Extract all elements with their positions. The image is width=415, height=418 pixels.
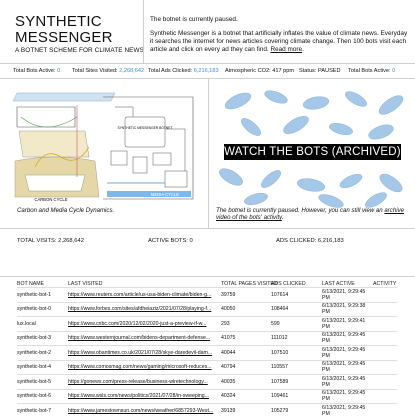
server-icon-2: [133, 157, 147, 173]
activity-cell: [373, 346, 397, 361]
brand-title-line2: MESSENGER: [15, 30, 144, 46]
bot-name-cell: synthetic-bot-4: [17, 360, 68, 375]
table-row: [17, 302, 397, 317]
botnet-box: [125, 117, 165, 147]
totals-row: [0, 229, 415, 277]
bots-caption: [216, 207, 411, 221]
server-icon-3: [153, 153, 171, 165]
last-visited-link[interactable]: https://www.westernjournal.com/bidens-department-defense...: [68, 331, 221, 346]
last-active-cell: 6/13/2021, 9:29:45 PM: [322, 331, 373, 346]
ads-clicked-cell: 105279: [271, 404, 322, 418]
ticker-value: PAUSED: [318, 68, 341, 74]
bot-name-cell: synthetic-bot-5: [17, 375, 68, 390]
total-pages-cell: 40035: [221, 375, 271, 390]
table-row: [17, 288, 397, 303]
bots-caption-text: The botnet is currently paused. However, you can still view an: [216, 207, 383, 214]
total-visits: TOTAL VISITS: 2,268,642: [17, 238, 84, 244]
diagram-caption: Carbon and Media Cycle Dynamics.: [17, 207, 114, 214]
ticker-value: 417 ppm: [272, 68, 294, 74]
status-box: [143, 0, 415, 64]
brand-title-line1: SYNTHETIC: [15, 14, 144, 30]
brand-subtitle: A BOTNET SCHEME FOR CLIMATE NEWS: [15, 47, 144, 55]
last-active-cell: 6/13/2021, 9:29:41 PM: [322, 317, 373, 332]
total-pages-cell: 40050: [221, 302, 271, 317]
server-icon-1: [111, 151, 127, 165]
total-pages-cell: 40794: [221, 360, 271, 375]
last-active-cell: 6/13/2021, 9:29:45 PM: [322, 404, 373, 418]
header: [0, 0, 415, 64]
ticker-item-ads: [148, 64, 219, 79]
ads-clicked-cell: 107614: [271, 288, 322, 303]
last-visited-link[interactable]: https://gonews.com/press-release/business-wiretechnology...: [68, 375, 221, 390]
activity-cell: [373, 331, 397, 346]
media-cycle-label: MEDIA CYCLE: [151, 192, 179, 197]
last-visited-link[interactable]: https://www.reuters.com/article/us-usa-biden-climate/biden-g...: [68, 288, 221, 303]
description-period: .: [302, 46, 304, 53]
project-description: [150, 30, 409, 54]
ticker-label: Total Bots Active:: [348, 68, 391, 74]
last-visited-link[interactable]: https://www.forbes.com/sites/afdheiaziz/2021/07/28/playing-f...: [68, 302, 221, 317]
activity-cell: [373, 302, 397, 317]
table-row: [17, 346, 397, 361]
total-pages-cell: 40044: [221, 346, 271, 361]
ticker-label: Total Ads Clicked:: [148, 68, 192, 74]
read-more-link[interactable]: Read more: [270, 46, 302, 53]
bot-name-cell: lux.local: [17, 317, 68, 332]
total-pages-cell: 41075: [221, 331, 271, 346]
last-active-cell: 6/13/2021, 9:29:45 PM: [322, 375, 373, 390]
column-header-last-active: LAST ACTIVE: [322, 277, 373, 288]
server-icon-4: [165, 171, 187, 187]
ticker-item-co2: [225, 64, 294, 79]
column-header-last-visited: LAST VISITED: [68, 277, 221, 288]
ticker-label: Total Sites Visited:: [72, 68, 118, 74]
last-active-cell: 6/13/2021, 9:29:45 PM: [322, 360, 373, 375]
last-active-cell: 6/13/2021, 9:29:45 PM: [322, 346, 373, 361]
column-header-ads-clicked: ADS CLICKED: [271, 277, 322, 288]
last-visited-link[interactable]: https://www.jamestownsun.com/news/weather/6857293-West...: [68, 404, 221, 418]
ticker-item-bots: [13, 64, 60, 79]
land-block: [19, 131, 89, 157]
total-pages-cell: 39759: [221, 288, 271, 303]
bot-name-cell: synthetic-bot-2: [17, 346, 68, 361]
diagram-center-label: SYNTHETIC MESSENGER BOTNET: [118, 126, 173, 130]
feature-panels: [0, 79, 415, 229]
stats-ticker: [0, 64, 415, 79]
bots-video-panel: [208, 79, 415, 229]
ticker-value: 6,216,183: [194, 68, 219, 74]
activity-cell: [373, 389, 397, 404]
ticker-value: 2,268,642: [119, 68, 144, 74]
total-pages-cell: 39139: [221, 404, 271, 418]
table-row: [17, 404, 397, 418]
table-header-row: [17, 277, 397, 288]
ticker-item-bots-repeat: [348, 64, 395, 79]
bot-name-cell: synthetic-bot-7: [17, 404, 68, 418]
bots-table: [17, 277, 397, 418]
ads-clicked-cell: 107589: [271, 375, 322, 390]
archive-video-link[interactable]: archive video of the bots' activity: [216, 207, 404, 221]
activity-cell: [373, 317, 397, 332]
total-pages-cell: 293: [221, 317, 271, 332]
carbon-media-cycle-diagram: [15, 87, 197, 205]
bots-table-container[interactable]: [0, 277, 415, 415]
last-visited-link[interactable]: https://www.comosmag.com/news/gaming/microsoft-reduces...: [68, 360, 221, 375]
ads-clicked-cell: 110557: [271, 360, 322, 375]
column-header-total-pages: TOTAL PAGES VISITED: [221, 277, 271, 288]
ticker-item-sites: [72, 64, 144, 79]
activity-cell: [373, 404, 397, 418]
ticker-value: 0: [57, 68, 60, 74]
activity-cell: [373, 288, 397, 303]
ticker-label: Total Bots Active:: [13, 68, 56, 74]
bot-name-cell: synthetic-bot-3: [17, 331, 68, 346]
table-row: [17, 331, 397, 346]
column-header-activity: ACTIVITY: [373, 277, 397, 288]
brand[interactable]: [15, 14, 144, 55]
ads-clicked-cell: 107510: [271, 346, 322, 361]
activity-cell: [373, 360, 397, 375]
ads-clicked-cell: 599: [271, 317, 322, 332]
last-active-cell: 6/13/2021, 9:29:45 PM: [322, 288, 373, 303]
total-pages-cell: 40324: [221, 389, 271, 404]
ads-clicked-cell: 108464: [271, 302, 322, 317]
last-visited-link[interactable]: https://www.obantimes.co.uk/2021/07/28/skye-daredevil-dam...: [68, 346, 221, 361]
table-row: [17, 360, 397, 375]
ads-clicked-cell: 109461: [271, 389, 322, 404]
bots-hands-image[interactable]: [216, 87, 409, 205]
ticker-label: Status:: [299, 68, 316, 74]
table-row: [17, 389, 397, 404]
active-bots: ACTIVE BOTS: 0: [148, 238, 193, 244]
ticker-item-status: [299, 64, 341, 79]
last-active-cell: 6/13/2021, 9:29:38 PM: [322, 302, 373, 317]
bots-caption-end: .: [282, 214, 284, 221]
activity-cell: [373, 375, 397, 390]
last-visited-link[interactable]: https://www.cnbc.com/2020/12/02/2020-just-a-preview-if-w...: [68, 317, 221, 332]
bot-name-cell: synthetic-bot-0: [17, 302, 68, 317]
last-active-cell: 6/13/2021, 9:29:45 PM: [322, 389, 373, 404]
paused-notice: The botnet is currently paused.: [150, 16, 409, 24]
bots-table-body: [17, 288, 397, 418]
table-row: [17, 375, 397, 390]
atmosphere-band: [13, 93, 115, 101]
watch-bots-button[interactable]: WATCH THE BOTS (ARCHIVED): [224, 144, 401, 160]
column-header-bot-name: BOT NAME: [17, 277, 68, 288]
description-text: Synthetic Messenger is a botnet that artificially inflates the value of climate news. Everyday it searches the internet for news articles covering climate change. Then 100 bots visit each article and click on every ad they can find.: [150, 30, 407, 53]
table-row: [17, 317, 397, 332]
carbon-ocean: [25, 175, 85, 191]
diagram-panel: [0, 79, 208, 229]
ticker-label: Atmospheric CO2:: [225, 68, 271, 74]
bot-name-cell: synthetic-bot-1: [17, 288, 68, 303]
bot-name-cell: synthetic-bot-6: [17, 389, 68, 404]
carbon-cycle-label: CARBON CYCLE: [34, 197, 67, 202]
ads-clicked-cell: 111012: [271, 331, 322, 346]
ads-clicked: ADS CLICKED: 6,216,183: [276, 238, 344, 244]
ticker-value: 0: [392, 68, 395, 74]
last-visited-link[interactable]: https://www.wsls.com/news/politics/2021/07/28/in-sweeping...: [68, 389, 221, 404]
